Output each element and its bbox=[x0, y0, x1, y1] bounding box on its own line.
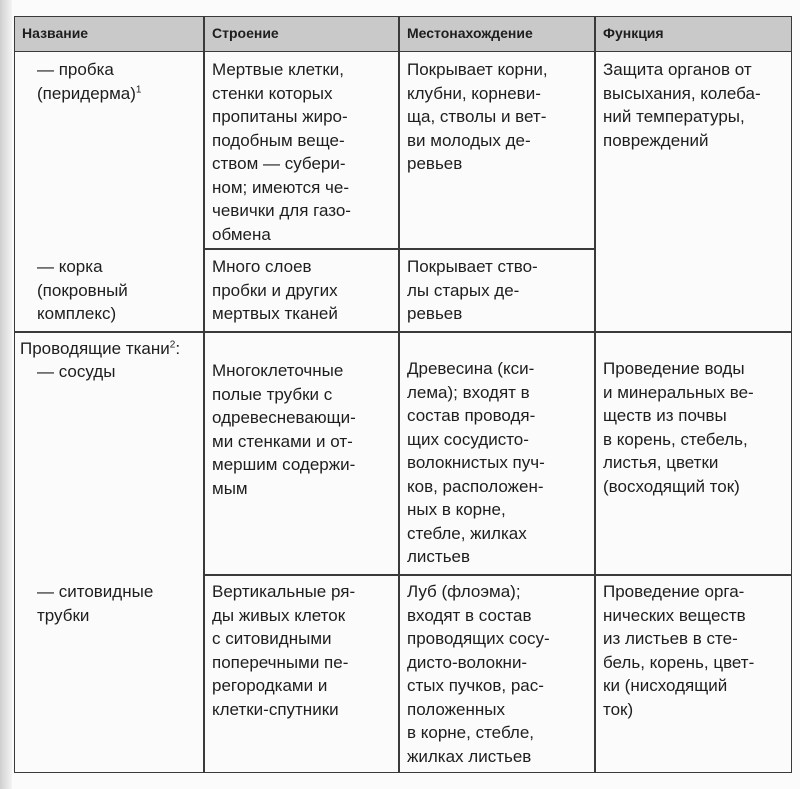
cell-location: Древесина (кси- лема); входят в состав проводя- щих сосудисто- волокнистых пуч- ков, расположен- ных в корне, стебле, жилках листьев bbox=[407, 359, 545, 566]
page-edge-shadow bbox=[0, 0, 12, 789]
header-structure: Строение bbox=[212, 25, 279, 41]
cell-name bbox=[37, 58, 141, 105]
header-name: Название bbox=[22, 25, 89, 41]
footnote-mark: 1 bbox=[135, 83, 142, 95]
group-title bbox=[20, 337, 180, 361]
row-divider bbox=[203, 248, 594, 250]
row-divider bbox=[14, 331, 792, 333]
cell-structure: Многоклеточные полые трубки с одревесневающи- ми стенками и от- мершим содержи- мым bbox=[212, 361, 356, 498]
cell-name: — корка (покровный комплекс) bbox=[37, 257, 128, 323]
cell-structure: Мертвые клетки, стенки которых пропитаны жиро- подобным веще- ством — субери- ном; имеются че- чевички для газо- обмена bbox=[212, 60, 351, 244]
column-divider bbox=[203, 16, 205, 773]
header-location: Местонахождение bbox=[407, 25, 533, 41]
cell-location: Луб (флоэма); входят в состав проводящих сосу- дисто-волокни- стых пучков, рас- положенных в корне, стебле, жилках листьев bbox=[407, 582, 550, 766]
header-function: Функция bbox=[603, 25, 664, 41]
tissue-name: — пробка (перидерма) bbox=[37, 60, 136, 103]
cell-function: Проведение орга- нических веществ из листьев в сте- бель, корень, цвет- ки (нисходящий ток) bbox=[603, 582, 755, 719]
group-colon: : bbox=[175, 339, 181, 358]
row-divider bbox=[203, 574, 792, 576]
group-label: Проводящие ткани bbox=[20, 339, 170, 358]
cell-structure: Много слоев пробки и других мертвых тканей bbox=[212, 257, 338, 323]
column-divider bbox=[398, 16, 400, 773]
table-header bbox=[14, 16, 792, 52]
footnote-mark: 2 bbox=[169, 339, 176, 351]
cell-function: Проведение воды и минеральных ве- ществ из почвы в корень, стебель, листья, цветки (восходящий ток) bbox=[603, 359, 754, 496]
cell-name: — ситовидные трубки bbox=[37, 582, 154, 625]
cell-location: Покрывает корни, клубни, корневи- ща, стволы и вет- ви молодых де- ревьев bbox=[407, 60, 548, 173]
column-divider bbox=[594, 16, 596, 773]
cell-structure: Вертикальные ря- ды живых клеток с ситовидными поперечными пе- регородками и клетки-спутники bbox=[212, 582, 356, 719]
cell-name: — сосуды bbox=[37, 362, 116, 381]
cell-function: Защита органов от высыхания, колеба- ний температуры, повреждений bbox=[603, 60, 761, 150]
cell-location: Покрывает ство- лы старых де- ревьев bbox=[407, 257, 538, 323]
